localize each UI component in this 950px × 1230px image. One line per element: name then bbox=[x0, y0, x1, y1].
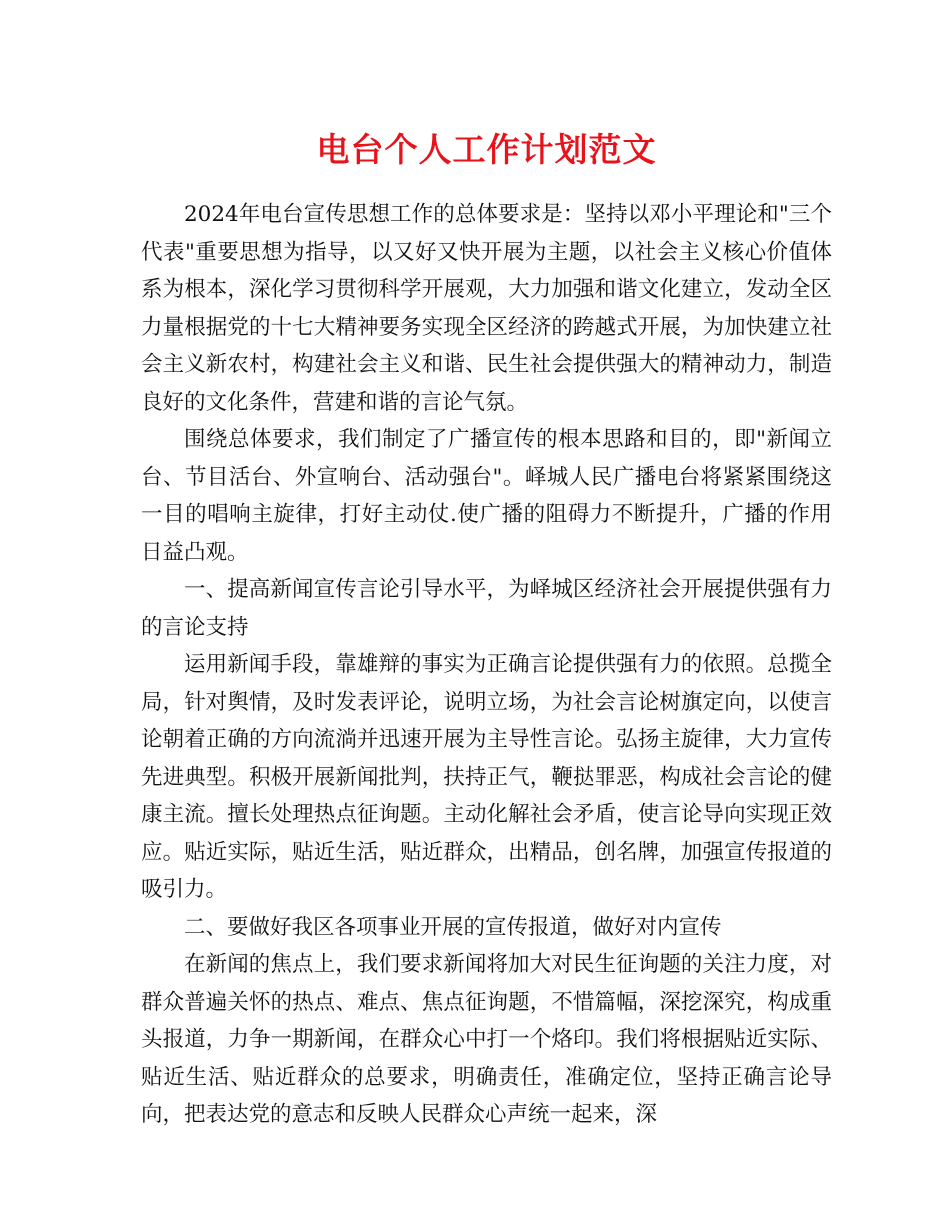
paragraph-intro: 2024年电台宣传思想工作的总体要求是：坚持以邓小平理论和"三个代表"重要思想为指导，以又好又快开展为主题，以社会主义核心价值体系为根本，深化学习贯彻科学开展观，大力加强和谐文化建立，发动全区力量根据党的十七大精神要务实现全区经济的跨越式开展，为加快建立社会主义新农村，构建社会主义和谐、民生社会提供强大的精神动力，制造良好的文化条件，营建和谐的言论气氛。 bbox=[141, 202, 832, 415]
document-title: 电台个人工作计划范文 bbox=[316, 130, 657, 169]
paragraph-section-2: 在新闻的焦点上，我们要求新闻将加大对民生征询题的关注力度，对群众普遍关怀的热点、难点、焦点征询题，不惜篇幅，深挖深究，构成重头报道，力争一期新闻，在群众心中打一个烙印。我们将根据贴近实际、贴近生活、贴近群众的总要求，明确责任，准确定位，坚持正确言论导向，把表达党的意志和反映人民群众心声统一起来，深 bbox=[141, 952, 832, 1127]
section-heading-1: 一、提高新闻宣传言论引导水平，为峄城区经济社会开展提供强有力的言论支持 bbox=[141, 577, 832, 640]
document-body bbox=[141, 196, 832, 1134]
section-heading-2: 二、要做好我区各项事业开展的宣传报道，做好对内宣传 bbox=[184, 914, 722, 940]
paragraph-section-1: 运用新闻手段，靠雄辩的事实为正确言论提供强有力的依照。总揽全局，针对舆情，及时发表评论，说明立场，为社会言论树旗定向，以使言论朝着正确的方向流淌并迅速开展为主导性言论。弘扬主旋律，大力宣传先进典型。积极开展新闻批判，扶持正气，鞭挞罪恶，构成社会言论的健康主流。擅长处理热点征询题。主动化解社会矛盾，使言论导向实现正效应。贴近实际，贴近生活，贴近群众，出精品，创名牌，加强宣传报道的吸引力。 bbox=[141, 652, 832, 902]
paragraph-approach: 围绕总体要求，我们制定了广播宣传的根本思路和目的，即"新闻立台、节目活台、外宣响台、活动强台"。峄城人民广播电台将紧紧围绕这一目的唱响主旋律，打好主动仗.使广播的阻碍力不断提升，广播的作用日益凸观。 bbox=[141, 427, 832, 565]
